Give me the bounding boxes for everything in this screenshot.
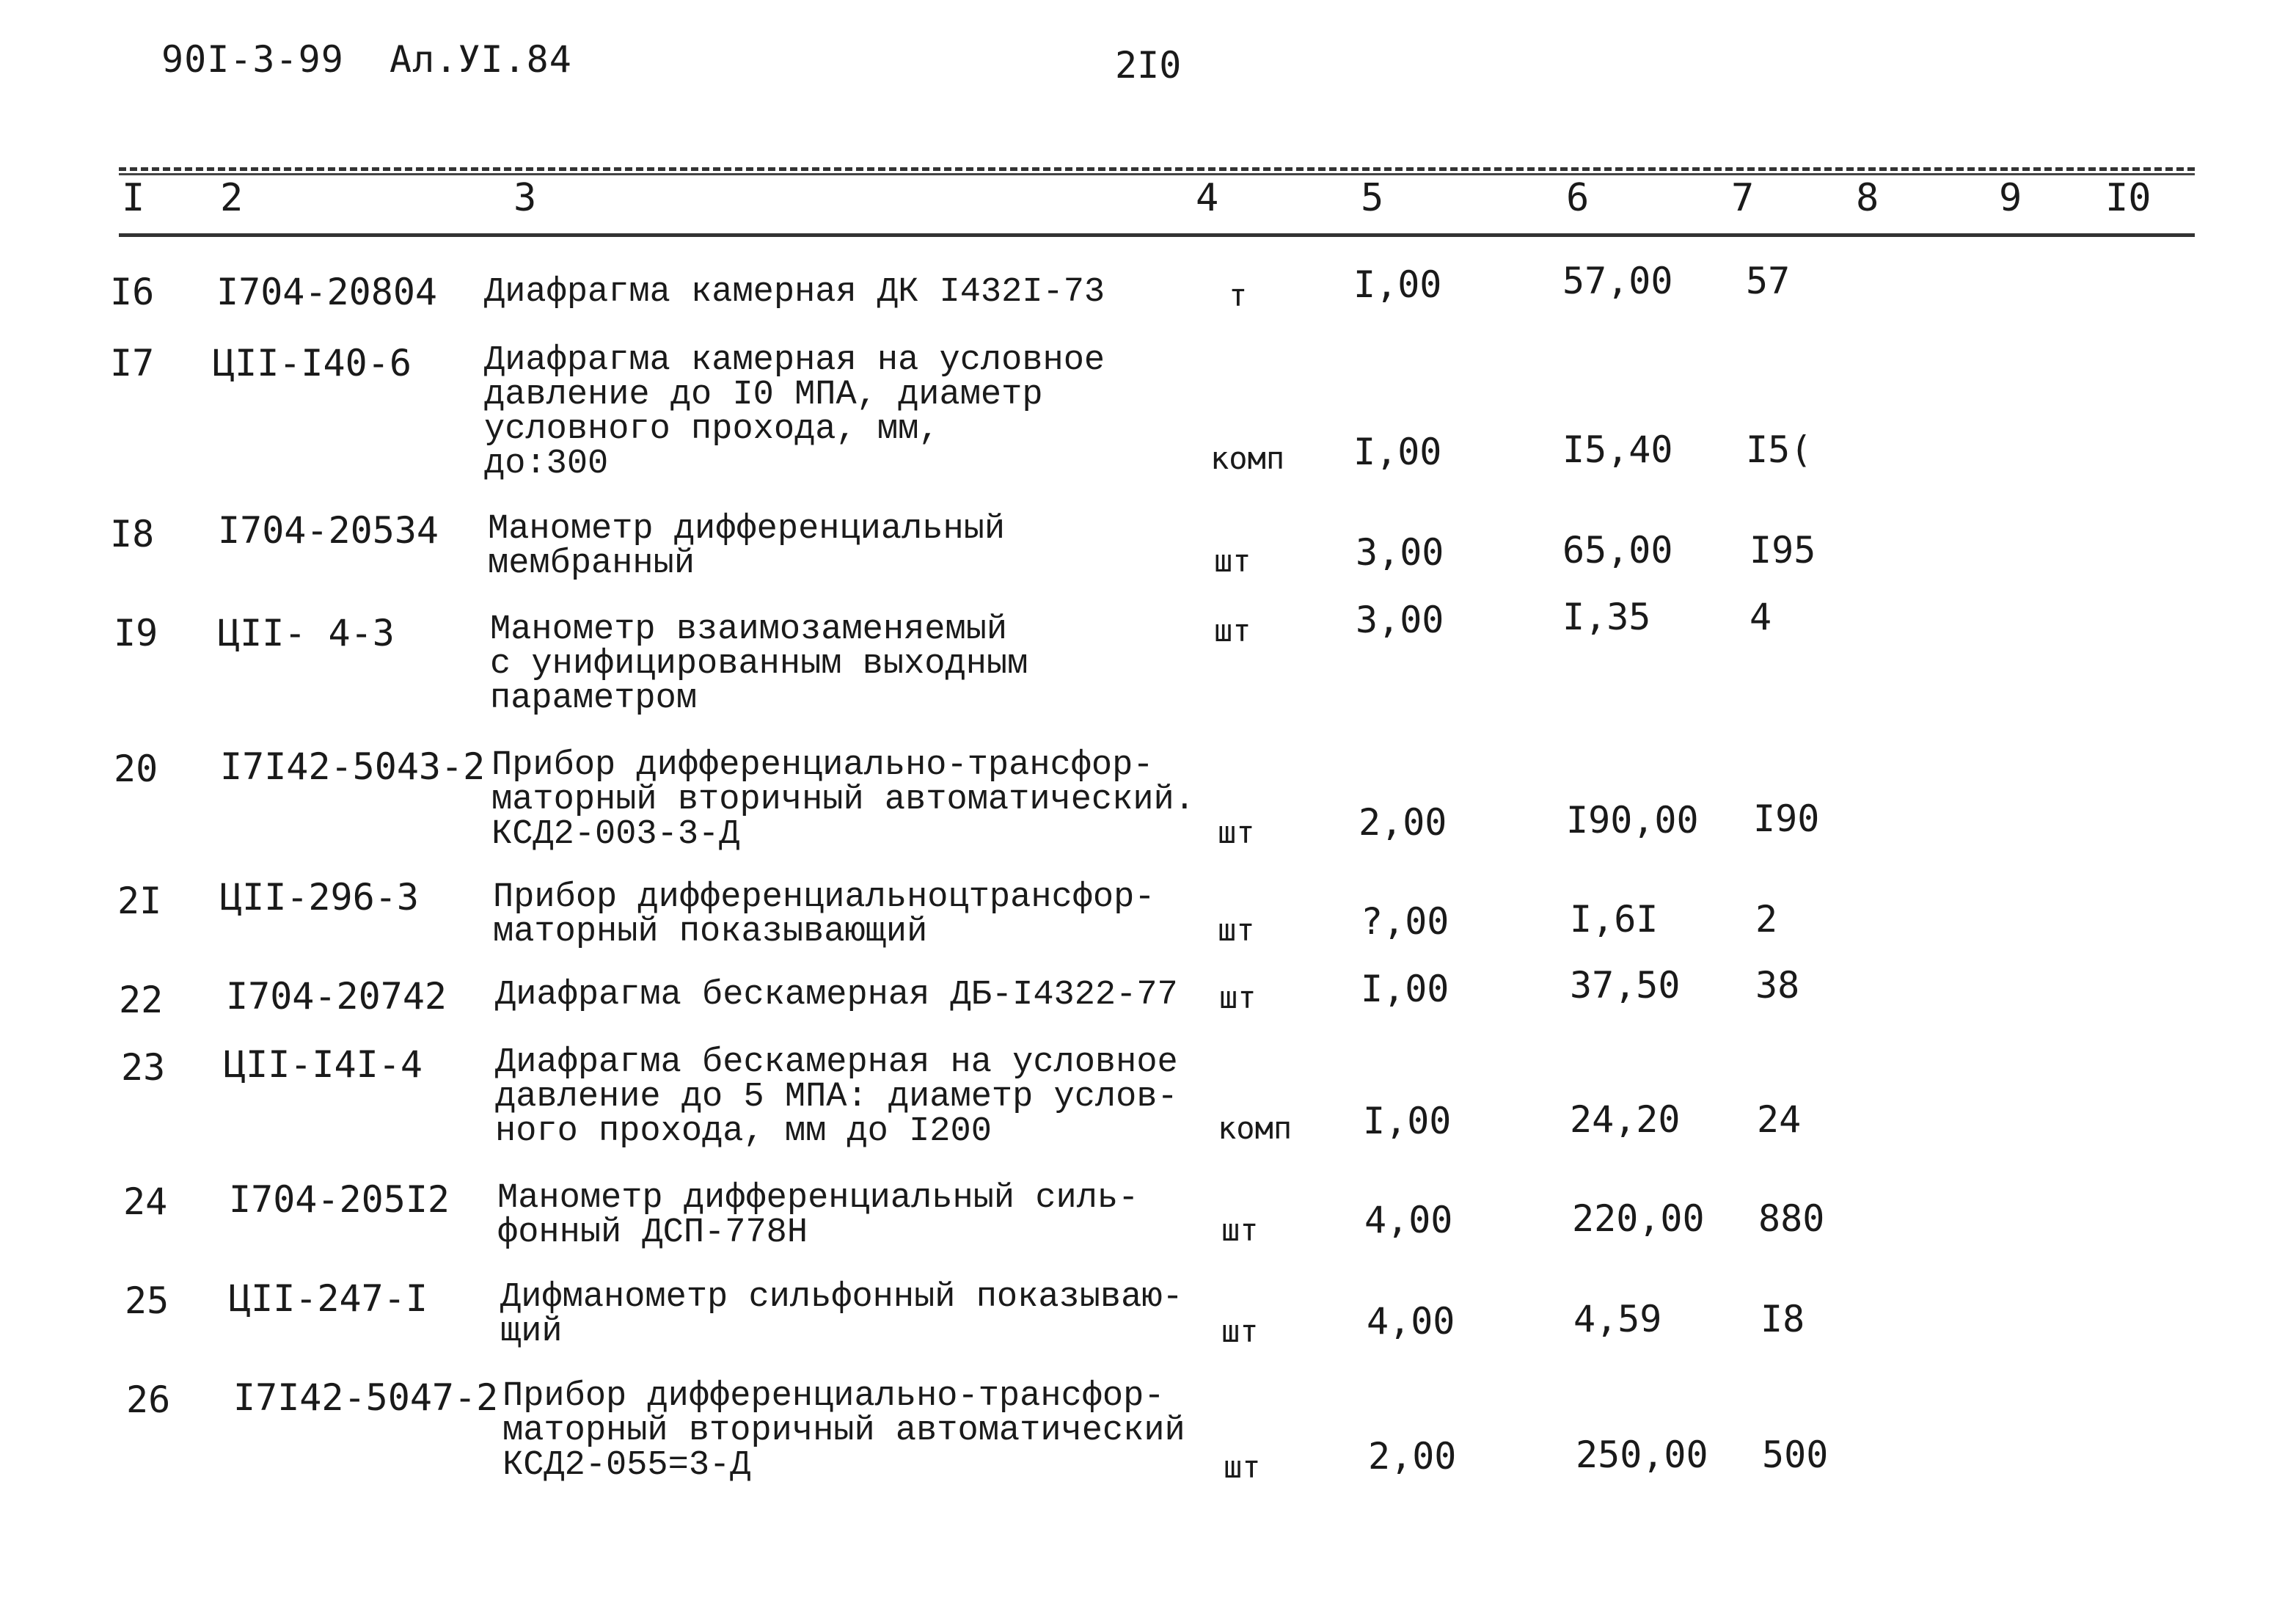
item-description (490, 610, 1028, 718)
item-code: ЦII- 4-3 (218, 612, 395, 654)
row-number: I6 (110, 271, 155, 313)
item-code: I7I42-5043-2 (220, 745, 486, 788)
column-number: I0 (2105, 176, 2151, 220)
item-quantity: 2,00 (1359, 801, 1447, 844)
item-unit: шт (1221, 1313, 1259, 1349)
row-number: 25 (125, 1279, 169, 1322)
item-description (495, 976, 1178, 1015)
item-total: I8 (1761, 1298, 1805, 1340)
item-unit-price: 37,50 (1570, 964, 1681, 1007)
item-description (495, 1045, 1178, 1149)
item-unit-price: 57,00 (1562, 260, 1673, 302)
description-line: маторный вторичный автоматический (502, 1412, 1185, 1450)
column-number: 5 (1361, 176, 1384, 220)
item-code: I704-205I2 (229, 1178, 450, 1221)
description-line: ного прохода, мм до I200 (495, 1112, 992, 1151)
description-line: Дифманометр сильфонный показываю- (500, 1278, 1183, 1317)
item-total: I5( (1746, 428, 1813, 471)
item-code: ЦII-I40-6 (213, 342, 412, 384)
item-total: I90 (1753, 797, 1820, 840)
row-number: 22 (119, 979, 164, 1021)
item-unit: шт (1214, 613, 1251, 649)
item-quantity: I,00 (1353, 263, 1442, 306)
description-line: Диафрагма камерная на условное (484, 341, 1105, 380)
description-line: КСД2-055=3-Д (502, 1446, 751, 1485)
item-quantity: 3,00 (1356, 599, 1444, 641)
description-line: давление до 5 МПА: диаметр услов- (495, 1078, 1178, 1117)
description-line: Диафрагма камерная ДК I432I-73 (484, 273, 1105, 312)
item-total: 500 (1762, 1434, 1829, 1476)
column-number: 7 (1731, 176, 1755, 220)
item-unit: шт (1214, 543, 1251, 579)
item-quantity: 4,00 (1367, 1300, 1455, 1343)
item-description (484, 275, 1105, 310)
column-number: 2 (220, 176, 244, 220)
item-total: I95 (1750, 529, 1816, 572)
row-number: I8 (110, 513, 155, 555)
row-number: I9 (114, 612, 158, 654)
description-line: параметром (490, 679, 698, 718)
item-description (493, 878, 1155, 952)
item-quantity: I,00 (1353, 431, 1442, 473)
item-unit-price: I5,40 (1562, 428, 1673, 471)
item-unit-price: 65,00 (1562, 529, 1673, 572)
item-unit: шт (1218, 912, 1255, 948)
item-description (491, 748, 1195, 852)
column-number: 8 (1856, 176, 1879, 220)
item-description (497, 1181, 1138, 1250)
item-quantity: I,00 (1361, 968, 1449, 1010)
item-unit: шт (1221, 1212, 1259, 1248)
document-code: 90I-3-99 Ал.УI.84 (161, 38, 572, 81)
item-total: 38 (1755, 964, 1800, 1007)
description-line: до:300 (484, 445, 609, 483)
header-rule-bottom (119, 233, 2195, 237)
item-total: 24 (1757, 1098, 1802, 1141)
item-unit-price: I,6I (1570, 898, 1659, 941)
description-line: Диафрагма бескамерная ДБ-I4322-77 (495, 976, 1178, 1015)
description-line: Прибор дифференциальноцтрансфор- (493, 878, 1155, 917)
item-total: 2 (1755, 898, 1778, 941)
column-number: 9 (1999, 176, 2022, 220)
column-number: I (122, 176, 145, 220)
description-line: фонный ДСП-778Н (497, 1213, 808, 1252)
item-description (484, 343, 1105, 481)
item-unit-price: 4,59 (1573, 1298, 1662, 1340)
row-number: I7 (110, 342, 155, 384)
column-number: 6 (1566, 176, 1590, 220)
description-line: маторный показывающий (493, 913, 928, 952)
description-line: маторный вторичный автоматический. (491, 781, 1195, 819)
item-quantity: ?,00 (1361, 900, 1449, 943)
item-quantity: I,00 (1363, 1100, 1452, 1142)
item-code: I7I42-5047-2 (233, 1376, 499, 1419)
description-line: Манометр дифференциальный силь- (497, 1179, 1139, 1218)
item-description (488, 512, 1005, 581)
description-line: Манометр дифференциальный (488, 510, 1006, 549)
description-line: КСД2-003-3-Д (491, 815, 740, 854)
description-line: Манометр взаимозаменяемый (490, 610, 1008, 649)
row-number: 26 (126, 1379, 171, 1421)
item-quantity: 4,00 (1364, 1199, 1453, 1241)
item-unit: шт (1219, 979, 1257, 1015)
item-quantity: 3,00 (1356, 531, 1444, 574)
description-line: Прибор дифференциально-трансфор- (502, 1377, 1165, 1416)
row-number: 2I (117, 880, 162, 922)
item-unit: комп (1218, 1110, 1293, 1146)
item-unit: комп (1210, 440, 1285, 476)
row-number: 20 (114, 748, 158, 790)
item-code: I704-20804 (216, 271, 438, 313)
item-unit: т (1229, 277, 1248, 313)
item-unit-price: 24,20 (1570, 1098, 1681, 1141)
row-number: 23 (121, 1046, 166, 1089)
column-number: 4 (1196, 176, 1219, 220)
item-total: 57 (1746, 260, 1791, 302)
item-code: ЦII-247-I (229, 1277, 428, 1320)
description-line: щий (500, 1312, 563, 1351)
item-code: I704-20534 (218, 509, 439, 552)
header-rule-top-inner (119, 173, 2195, 175)
item-unit-price: I,35 (1562, 596, 1651, 638)
header-rule-top (119, 167, 2195, 171)
description-line: с унифицированным выходным (490, 645, 1028, 684)
item-code: I704-20742 (226, 975, 447, 1018)
column-number: 3 (513, 176, 537, 220)
item-quantity: 2,00 (1368, 1435, 1457, 1478)
description-line: мембранный (488, 544, 695, 583)
item-unit-price: I90,00 (1566, 799, 1699, 841)
description-line: условного прохода, мм, (484, 410, 940, 449)
description-line: давление до I0 МПА, диаметр (484, 376, 1043, 415)
item-code: ЦII-296-3 (220, 876, 419, 919)
item-unit-price: 220,00 (1572, 1197, 1705, 1240)
row-number: 24 (123, 1180, 168, 1223)
item-description (500, 1280, 1183, 1349)
page-number: 2I0 (1115, 44, 1182, 87)
item-unit-price: 250,00 (1576, 1434, 1708, 1476)
item-code: ЦII-I4I-4 (224, 1043, 423, 1086)
item-total: 4 (1750, 596, 1772, 638)
description-line: Диафрагма бескамерная на условное (495, 1043, 1178, 1082)
description-line: Прибор дифференциально-трансфор- (491, 746, 1154, 785)
item-unit: шт (1224, 1449, 1261, 1485)
item-description (502, 1379, 1185, 1483)
item-total: 880 (1758, 1197, 1825, 1240)
item-unit: шт (1218, 814, 1255, 850)
